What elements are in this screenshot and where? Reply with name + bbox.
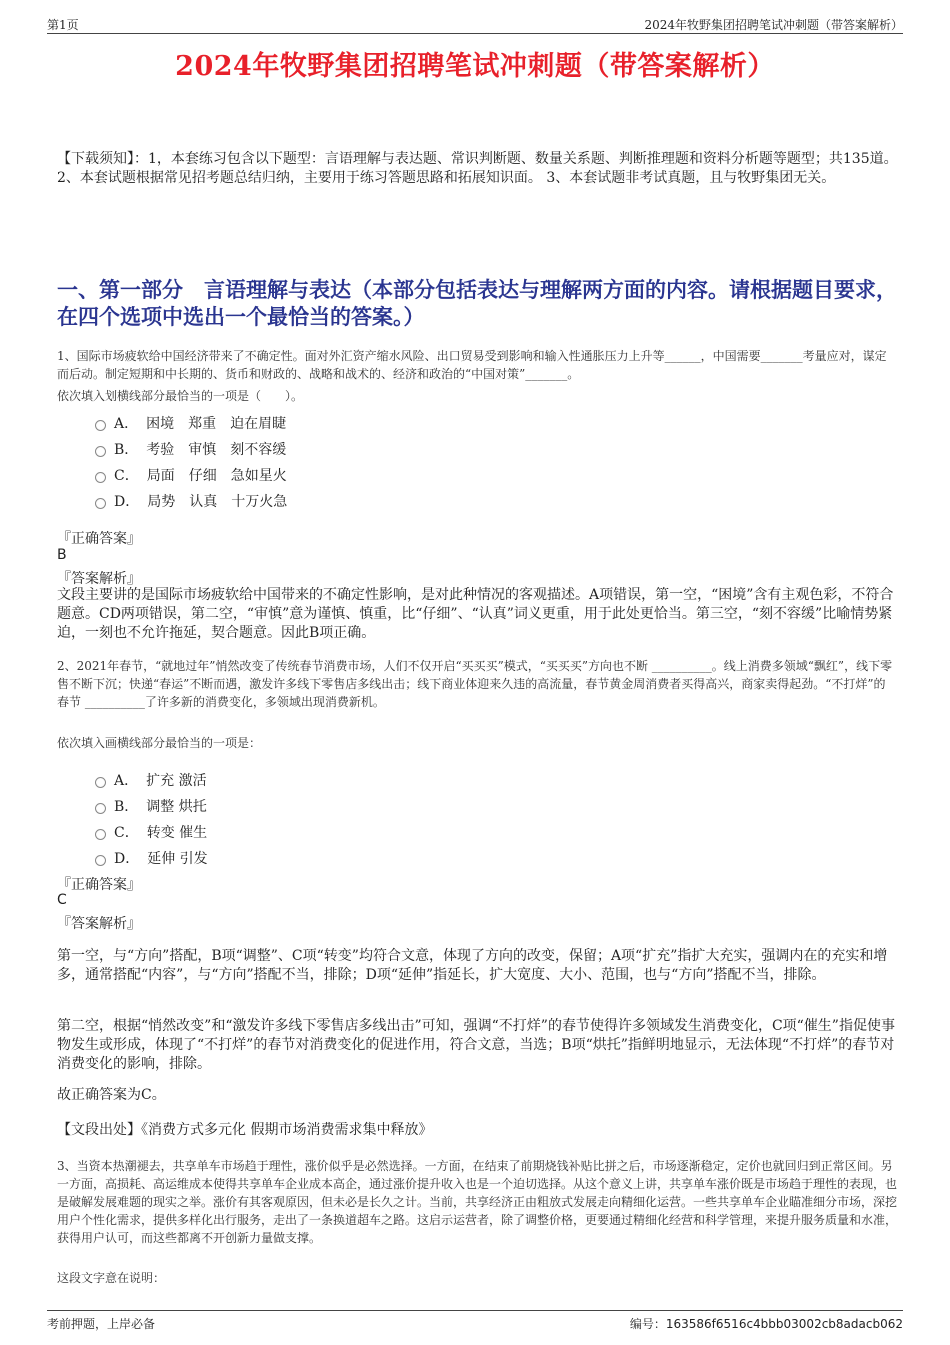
document-title: 2024年牧野集团招聘笔试冲刺题（带答案解析） (175, 51, 775, 82)
option-b[interactable]: B． 考验 审慎 刻不容缓 (95, 436, 595, 462)
question-1-analysis-label: 『答案解析』 (57, 571, 141, 587)
question-2-stem: 2、2021年春节，“就地过年”悄然改变了传统春节消费市场，人们不仅开启“买买买”模式，“买买买”方向也不断 __________。线上消费多领域“飘红”，线下零售不断下沉；快递“春运”不断而遇，激发许多线下零售店多线出击；线下商业体迎来久违的高流量，春节黄金周消费者买得高兴，商家卖得起劲。“不打烊”的春节 __________了许多新的消费变化，多领域出现消费新机。 (57, 659, 893, 709)
question-1-answer-label: 『正确答案』 (57, 531, 141, 547)
question-3-stem: 3、当资本热潮褪去，共享单车市场趋于理性，涨价似乎是必然选择。一方面，在结束了前期烧钱补贴比拼之后，市场逐渐稳定，定价也就回归到正常区间。另一方面，高损耗、高运维成本使得共享单车企业成本高企，通过涨价提升收入也是一个迫切选择。从这个意义上讲，共享单车涨价既是市场趋于理性的表现，也是破解发展难题的现实之举。涨价有其客观原因，但未必是长久之计。当前，共享经济正由粗放式发展走向精细化运营。一些共享单车企业瞄准细分市场，深挖用户个性化需求，提供多样化出行服务，走出了一条换道超车之路。这启示运营者，除了调整价格，更要通过精细化经营和科学管理，来提升服务质量和水准，获得用户认可，而这些都离不开创新力量做支撑。 (57, 1159, 898, 1245)
header-doc-title: 2024年牧野集团招聘笔试冲刺题（带答案解析） (644, 18, 903, 32)
question-2-answer: C (57, 892, 67, 908)
radio-icon[interactable] (95, 829, 106, 840)
footer-doc-code: 编号：163586f6516c4bbb03002cb8adacb062 (629, 1317, 903, 1331)
question-2-conclusion: 故正确答案为C。 (57, 1087, 166, 1103)
option-d[interactable]: D． 延伸 引发 (95, 845, 595, 871)
option-c[interactable]: C． 转变 催生 (95, 819, 595, 845)
radio-icon[interactable] (95, 498, 106, 509)
option-d[interactable]: D． 局势 认真 十万火急 (95, 488, 595, 514)
question-2-source: 【文段出处】《消费方式多元化 假期市场消费需求集中释放》 (57, 1122, 433, 1138)
question-1-answer: B (57, 547, 67, 563)
download-notice: 【下载须知】：1，本套练习包含以下题型：言语理解与表达题、常识判断题、数量关系题、判断推理题和资料分析题等题型；共135道。 2、本套试题根据常见招考题总结归纳，主要用于练习答题思路和拓展知识面。 3、本套试题非考试真题，且与牧野集团无关。 (57, 151, 898, 186)
page-footer (47, 1310, 903, 1332)
question-1-analysis: 文段主要讲的是国际市场疲软给中国带来的不确定性影响，是对此种情况的客观描述。A项错误，第一空，“困境”含有主观色彩，不符合题意。CD两项错误，第二空，“审慎”意为谨慎、慎重，比“仔细”、“认真”词义更重，用于此处更恰当。第三空，“刻不容缓”比喻情势紧迫，一刻也不允许拖延，契合题意。因此B项正确。 (57, 587, 894, 641)
question-2-analysis-label: 『答案解析』 (57, 916, 141, 932)
radio-icon[interactable] (95, 472, 106, 483)
radio-icon[interactable] (95, 803, 106, 814)
section-heading: 一、第一部分 言语理解与表达（本部分包括表达与理解两方面的内容。请根据题目要求，在四个选项中选出一个最恰当的答案。） (57, 277, 897, 329)
page-header (47, 14, 903, 34)
question-1-stem: 1、国际市场疲软给中国经济带来了不确定性。面对外汇资产缩水风险、出口贸易受到影响和输入性通胀压力上升等______，中国需要_______考量应对，谋定而后动。制定短期和中长期的、货币和财政的、战略和战术的、经济和政治的“中国对策”_______。 (57, 349, 887, 381)
question-2-analysis-paragraph-1: 第一空，与“方向”搭配，B项“调整”、C项“转变”均符合文意，体现了方向的改变，保留；A项“扩充”指扩大充实，强调内在的充实和增多，通常搭配“内容”，与“方向”搭配不当，排除；D项“延伸”指延长，扩大宽度、大小、范围，也与“方向”搭配不当，排除。 (57, 948, 888, 983)
option-a[interactable]: A． 困境 郑重 迫在眉睫 (95, 410, 595, 436)
option-a[interactable]: A． 扩充 激活 (95, 767, 595, 793)
radio-icon[interactable] (95, 855, 106, 866)
option-c[interactable]: C． 局面 仔细 急如星火 (95, 462, 595, 488)
question-2-analysis-paragraph-2: 第二空，根据“悄然改变”和“激发许多线下零售店多线出击”可知，强调“不打烊”的春节使得许多领域发生消费变化，C项“催生”指促使事物发生或形成，体现了“不打烊”的春节对消费变化的促进作用，符合文意，当选；B项“烘托”指鲜明地显示，无法体现“不打烊”的春节对消费变化的影响，排除。 (57, 1018, 895, 1072)
question-3-prompt: 这段文字意在说明： (57, 1271, 166, 1285)
radio-icon[interactable] (95, 777, 106, 788)
question-2-options (95, 767, 595, 871)
footer-slogan: 考前押题，上岸必备 (47, 1317, 156, 1331)
question-1-prompt: 依次填入划横线部分最恰当的一项是（ ）。 (57, 389, 304, 403)
question-2-answer-label: 『正确答案』 (57, 877, 141, 893)
option-b[interactable]: B． 调整 烘托 (95, 793, 595, 819)
page-number: 第1页 (47, 18, 79, 32)
radio-icon[interactable] (95, 446, 106, 457)
question-1-options (95, 410, 595, 514)
radio-icon[interactable] (95, 420, 106, 431)
question-2-prompt: 依次填入画横线部分最恰当的一项是： (57, 736, 262, 750)
